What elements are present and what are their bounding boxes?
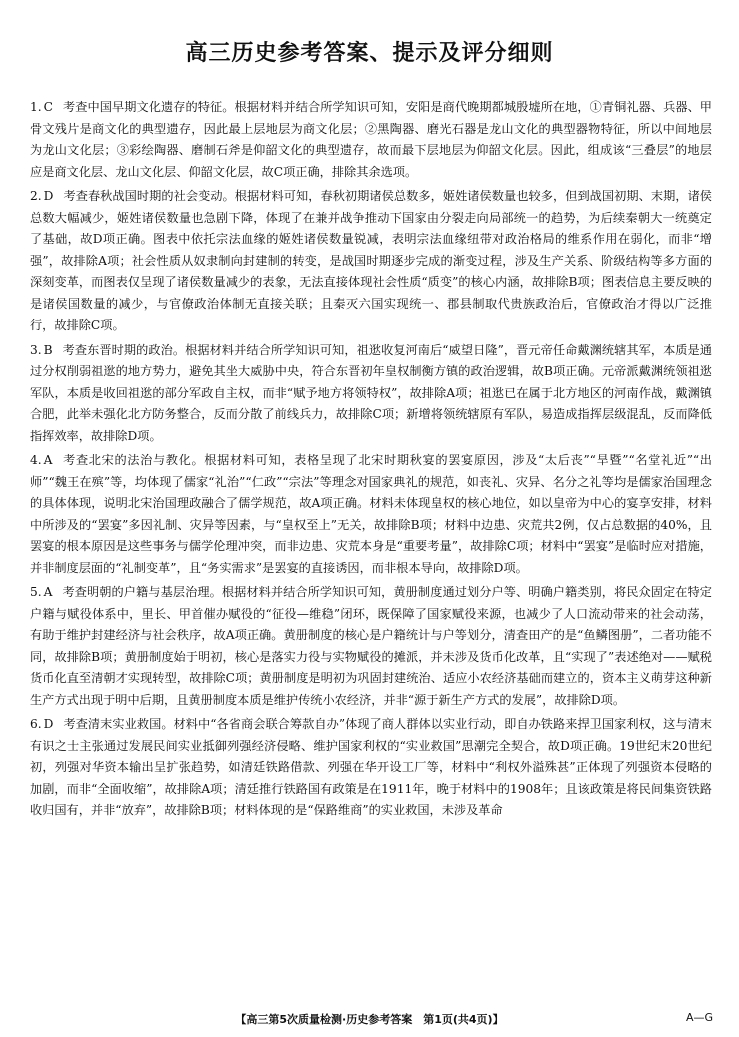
- answer-item-1: [30, 97, 712, 183]
- footer-text: 【高三第5次质量检测·历史参考答案 第1页(共4页)】: [235, 1013, 504, 1026]
- answer-item-3: [30, 340, 712, 448]
- page-footer: [0, 1011, 739, 1027]
- footer-code: A—G: [685, 1011, 713, 1024]
- answer-list: [30, 97, 712, 825]
- question-number: 1.: [30, 100, 42, 114]
- question-number: 3.: [30, 342, 42, 357]
- answer-option: C: [43, 100, 53, 114]
- question-number: 4.: [30, 453, 42, 467]
- answer-explanation: 考查中国早期文化遗存的特征。根据材料并结合所学知识可知，安阳是商代晚期都城殷墟所在地，①青铜礼器、兵器、甲骨文残片是商文化的典型遗存，因此最上层地层为商文化层；②黑陶器、磨光石器是龙山文化的典型器物特征，所以中间地层为龙山文化层；③彩绘陶器、磨制石斧是仰韶文化的典型遗存，故而最下层地层为仰韶文化层。因此，组成该“三叠层”的地层应是商文化层、龙山文化层、仰韶文化层，故C项正确，排除其余选项。: [30, 100, 712, 179]
- answer-explanation: 考查春秋战国时期的社会变动。根据材料可知，春秋初期诸侯总数多，姬姓诸侯数量也较多，但到战国初期、末期，诸侯总数大幅减少，姬姓诸侯数量也急剧下降，体现了在兼并战争推动下国家由分裂走向局部统一的趋势，为后续秦朝大一统奠定了基础，故D项正确。图表中依托宗法血缘的姬姓诸侯数量锐减，表明宗法血缘纽带对政治格局的维系作用在弱化，而非“增强”，故排除A项；社会性质从奴隶制向封建制的转变，是战国时期逐步完成的渐变过程，涉及生产关系、阶级结构等多方面的深刻变革，而图表仅呈现了诸侯数量减少的表象，无法直接体现社会性质“质变”的核心内涵，故排除B项；图表信息主要反映的是诸侯国数量的减少，与官僚政治体制无直接关联；且秦灭六国实现统一、郡县制取代贵族政治后，官僚政治才得以广泛推行，故排除C项。: [30, 189, 712, 332]
- answer-option: B: [43, 342, 53, 357]
- answer-item-5: [30, 582, 712, 711]
- question-number: 2.: [30, 189, 42, 203]
- answer-explanation: 考查北宋的法治与教化。根据材料可知，表格呈现了北宋时期秋宴的罢宴原因，涉及“太后丧”“旱暨”“名堂礼近”“出师”“魏王在殡”等，均体现了儒家“礼治”“仁政”“宗法”等理念对国家典礼的规范，如丧礼、灾异、名分之礼等均是儒家治国理念的具体体现，说明北宋治国理政融合了儒学规范，故A项正确。材料未体现皇权的核心地位，如以皇帝为中心的宴享安排，材料中所涉及的“罢宴”多因礼制、灾异等因素，与“皇权至上”无关，故排除B项；材料中边患、灾荒共2例，仅占总数据的40%，且罢宴的根本原因是这些事务与儒学伦理冲突，而非边患、灾荒本身是“重要考量”，故排除C项；材料中“罢宴”是临时应对措施，并非制度层面的“礼制变革”，且“务实需求”是罢宴的直接诱因，而非根本导向，故排除D项。: [30, 453, 712, 575]
- answer-item-6: [30, 714, 712, 822]
- answer-option: D: [43, 189, 54, 203]
- answer-item-4: [30, 450, 712, 579]
- page-title: 高三历史参考答案、提示及评分细则: [185, 41, 554, 66]
- answer-item-2: [30, 186, 712, 337]
- question-number: 5.: [30, 585, 42, 599]
- answer-option: A: [43, 453, 53, 467]
- question-number: 6.: [30, 717, 42, 731]
- answer-option: D: [43, 717, 54, 731]
- answer-explanation: 考查明朝的户籍与基层治理。根据材料并结合所学知识可知，黄册制度通过划分户等、明确户籍类别，将民众固定在特定户籍与赋役体系中，里长、甲首催办赋役的“征役—维稳”闭环，既保障了国家赋役来源，也减少了人口流动带来的社会动荡，有助于维护封建经济与社会秩序，故A项正确。黄册制度的核心是户籍统计与户等划分，清查田产的是“鱼鳞图册”，二者功能不同，故排除B项；黄册制度始于明初，核心是落实力役与实物赋役的摊派，并未涉及货币化改革，且“实现了”表述绝对——赋税货币化直至清朝才实现转型，故排除C项；黄册制度是明初为巩固封建统治、适应小农经济基础而建立的，资本主义萌芽这种新生产方式出现于明中后期，且黄册制度本质是维护传统小农经济，并非“源于新生产方式的发展”，故排除D项。: [30, 585, 712, 707]
- answer-explanation: 考查东晋时期的政治。根据材料并结合所学知识可知，祖逖收复河南后“威望日隆”，晋元帝任命戴渊统辖其军，本质是通过分权削弱祖逖的地方势力，避免其坐大威胁中央，符合东晋初年皇权制衡方镇的政治逻辑，故B项正确。元帝派戴渊统领祖逖军队，本质是收回祖逖的部分军政自主权，而非“赋予地方将领特权”，故排除A项；祖逖已在属于北方地区的河南作战，戴渊镇合肥，此举未强化北方防务整合，反而分散了前线兵力，故排除C项；新增将领统辖原有军队，易造成指挥层级混乱，反而降低指挥效率，故排除D项。: [30, 342, 712, 443]
- answer-option: A: [43, 585, 53, 599]
- answer-explanation: 考查清末实业救国。材料中“各省商会联合筹款自办”体现了商人群体以实业行动，即自办铁路来捍卫国家利权，这与清末有识之士主张通过发展民间实业抵御列强经济侵略、维护国家利权的“实业救国”思潮完全契合，故D项正确。19世纪末20世纪初，列强对华资本输出呈扩张趋势，如清廷铁路借款、列强在华开设工厂等，材料中“利权外溢殊甚”正体现了列强资本侵略的加剧，而非“全面收缩”，故排除A项；清廷推行铁路国有政策是在1911年，晚于材料中的1908年；且该政策是将民间集资铁路收归国有，并非“放弃”，故排除B项；材料体现的是“保路维商”的实业救国，未涉及革命: [30, 717, 712, 817]
